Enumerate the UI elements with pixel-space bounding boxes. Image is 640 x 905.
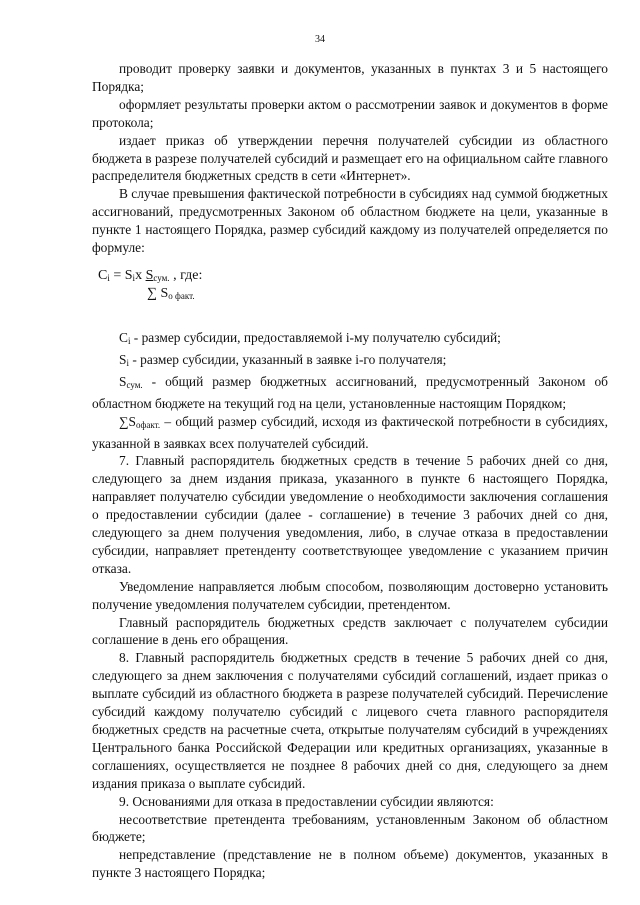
formula-sigma-sub: о факт. bbox=[168, 290, 195, 301]
subsidy-formula bbox=[92, 265, 608, 315]
formula-c-sub: i bbox=[107, 272, 110, 283]
definition-item: $\sum S_{офакт.}$ – общий размер субсидий, исходя из фактической потребности в субсидиях, указанной в заявках всех получателей субсидий. bbox=[92, 413, 608, 451]
paragraph: 8. Главный распорядитель бюджетных средств в течение 5 рабочих дней со дня, следующего за днем заключения с получателями субсидий соглашений, издает приказ о выплате субсидий из областного бюджета в разрезе получателей субсидий. Перечисление субсидий каждому получателю субсидий с лицевого счета главного распорядителя бюджетных средств на расчетные счета, открытые получателям субсидий в учреждениях Центрального банка Российской Федерации или кредитных организациях, указанные в соглашениях, осуществляется не позднее 8 рабочих дней со дня, следующего за днем издания приказа о выплате субсидий. bbox=[92, 650, 608, 791]
formula-where: , где: bbox=[169, 267, 203, 283]
formula-denominator-line bbox=[147, 285, 195, 306]
formula-s-sub: i bbox=[132, 272, 136, 283]
paragraph: непредставление (представление не в полном объеме) документов, указанных в пункте 3 настоящего Порядка; bbox=[92, 847, 608, 881]
formula-c: C bbox=[98, 267, 108, 283]
definition-item: $S_{сум.}$ - общий размер бюджетных ассигнований, предусмотренный Законом об областном бюджете на текущий год на цели, установленные настоящим Порядком; bbox=[92, 373, 608, 411]
formula-numerator: $S_{сум.}$ bbox=[145, 267, 170, 283]
paragraph: Главный распорядитель бюджетных средств заключает с получателем субсидии соглашение в день его обращения. bbox=[92, 614, 608, 648]
paragraph: проводит проверку заявки и документов, указанных в пунктах 3 и 5 настоящего Порядка; bbox=[92, 61, 608, 94]
paragraph: оформляет результаты проверки актом о рассмотрении заявок и документов в форме протокола; bbox=[92, 96, 608, 130]
formula-times: x bbox=[135, 267, 146, 283]
definition-item: $C_i$ - размер субсидии, предоставляемой i-му получателю субсидий; bbox=[119, 329, 501, 346]
document-body bbox=[92, 60, 608, 882]
formula-sigma: ∑ S bbox=[147, 285, 169, 301]
paragraph: несоответствие претендента требованиям, установленным Законом об областном бюджете; bbox=[92, 811, 608, 845]
paragraph: 9. Основаниями для отказа в предоставлении субсидии являются: bbox=[119, 793, 494, 809]
paragraph: 7. Главный распорядитель бюджетных средств в течение 5 рабочих дней со дня, следующего за днем издания приказа, указанного в пункте 6 настоящего Порядка, направляет получателю субсидии уведомление о необходимости заключения соглашения о предоставлении субсидии (далее - соглашение) в течение 3 рабочих дней со дня, следующего за днем получения уведомления, либо, в случае отказа в предоставлении субсидии, направляет претенденту соответствующее уведомление с указанием причин отказа. bbox=[92, 453, 608, 576]
definition-item: $S_i$ - размер субсидии, указанный в заявке i-го получателя; bbox=[119, 351, 447, 368]
page-number: 34 bbox=[315, 34, 325, 45]
paragraph: издает приказ об утверждении перечня получателей субсидии из областного бюджета в разрезе получателей субсидий и размещает его на официальном сайте главного распределителя бюджетных средств в сети «Интернет». bbox=[92, 132, 608, 184]
formula-eq: = S bbox=[109, 267, 133, 283]
paragraph: В случае превышения фактической потребности в субсидиях над суммой бюджетных ассигнований, предусмотренных Законом об областном бюджете на цели, указанные в пункте 1 настоящего Порядка, размер субсидий каждому из получателей определяется по формуле: bbox=[92, 186, 608, 256]
paragraph: Уведомление направляется любым способом, позволяющим достоверно установить получение уведомления получателем субсидии, претендентом. bbox=[92, 578, 608, 612]
